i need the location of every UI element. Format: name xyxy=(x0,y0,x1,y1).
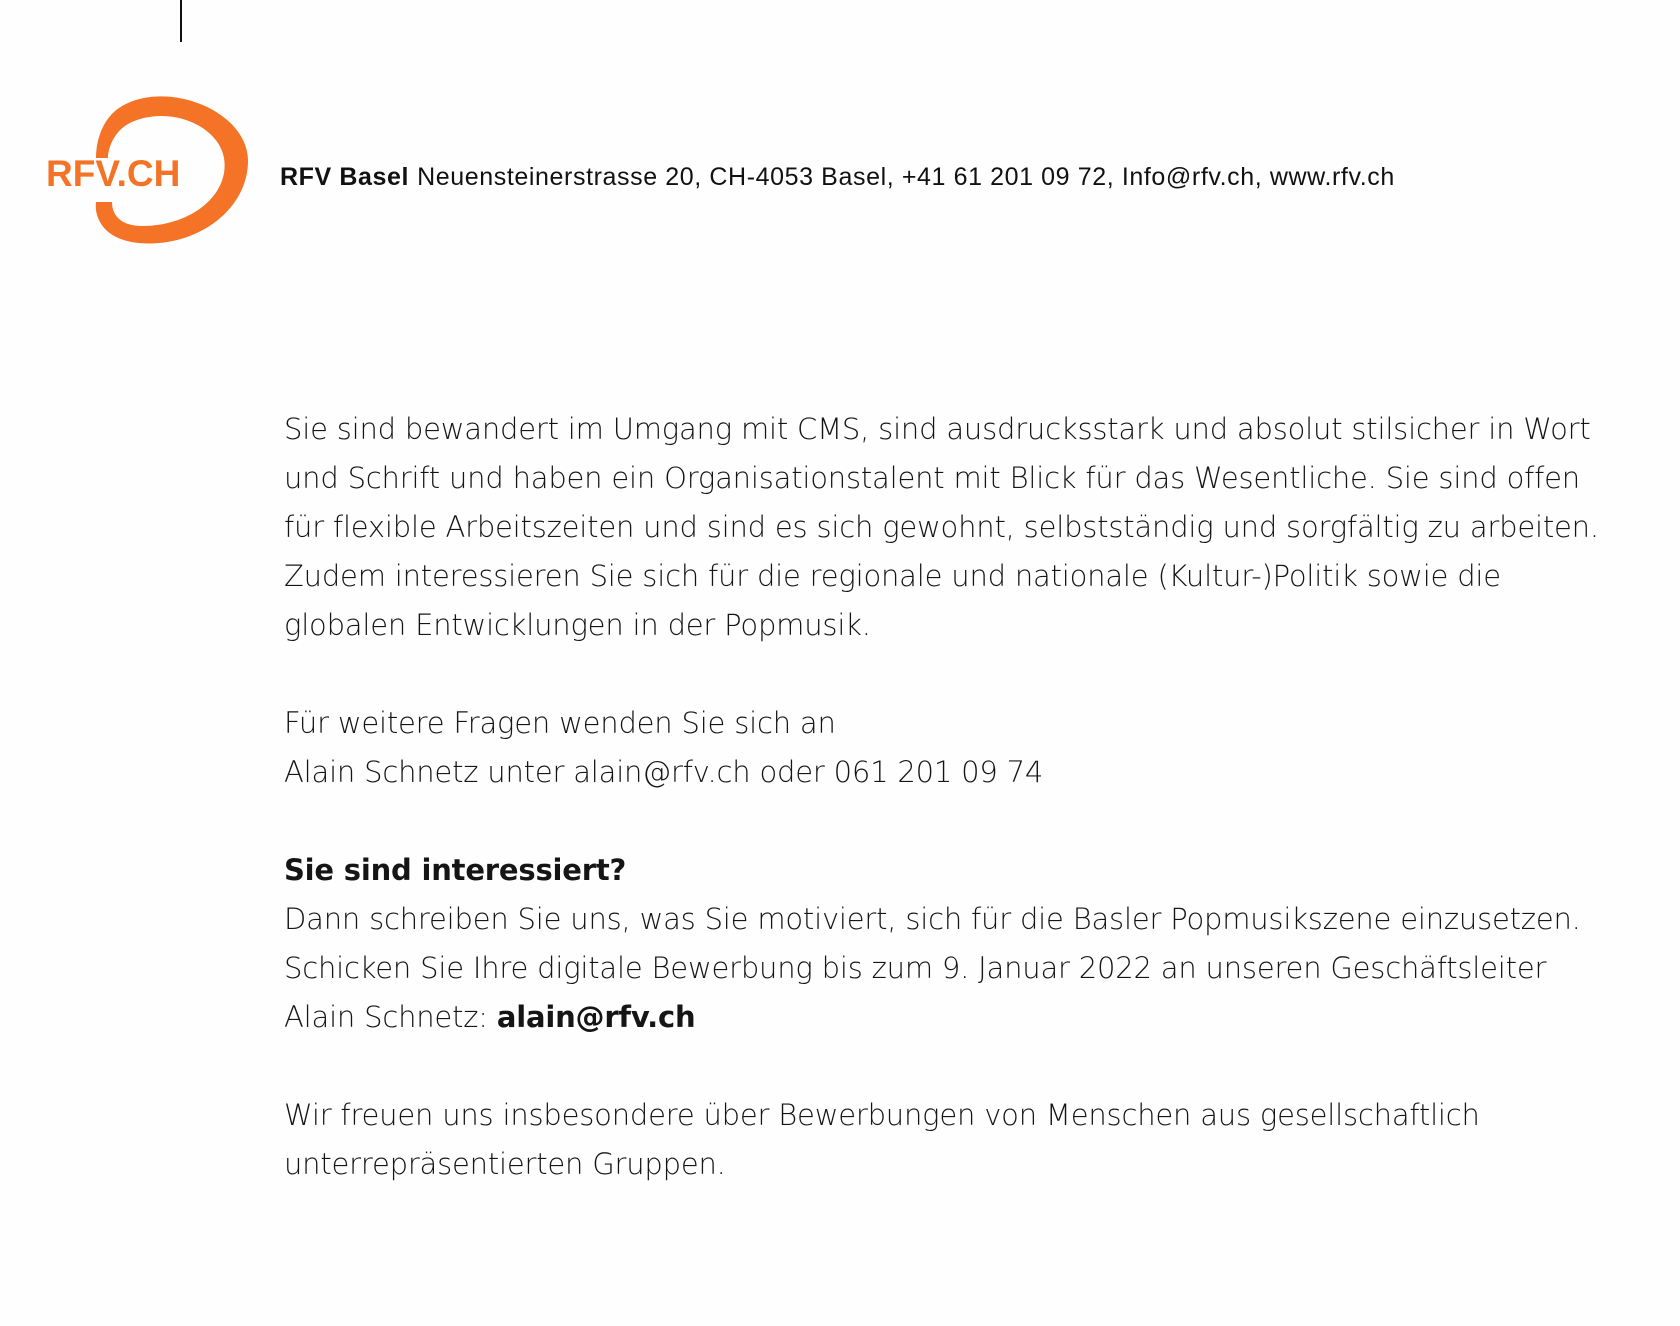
text-line: globalen Entwicklungen in der Popmusik. xyxy=(284,608,871,642)
text-line: für flexible Arbeitszeiten und sind es sich gewohnt, selbstständig und sorgfältig zu arbeiten. xyxy=(284,510,1599,544)
logo-wordmark: RFV.CH xyxy=(46,153,181,194)
letterhead-address: Neuensteinerstrasse 20, CH-4053 Basel, +41 61 201 09 72, Info@rfv.ch, www.rfv.ch xyxy=(417,163,1395,191)
application-paragraph xyxy=(284,846,1581,1042)
requirements-paragraph xyxy=(284,405,1599,650)
text-line: und Schrift und haben ein Organisationstalent mit Blick für das Wesentliche. Sie sind offen xyxy=(284,461,1580,495)
text-line: Alain Schnetz unter alain@rfv.ch oder 061 201 09 74 xyxy=(284,755,1044,789)
application-email: alain@rfv.ch xyxy=(496,1000,696,1034)
closing-paragraph xyxy=(284,1091,1534,1189)
rfv-logo xyxy=(44,90,264,260)
document-body xyxy=(284,405,1599,1238)
letterhead xyxy=(280,163,1395,192)
text-line xyxy=(284,993,1534,1042)
text-line: Wir freuen uns insbesondere über Bewerbungen von Menschen aus gesellschaftlich xyxy=(284,1098,1480,1132)
text-line: Schicken Sie Ihre digitale Bewerbung bis zum 9. Januar 2022 an unseren Geschäftsleiter xyxy=(284,951,1547,985)
text-fragment: Alain Schnetz: xyxy=(284,1000,497,1034)
text-line: unterrepräsentierten Gruppen. xyxy=(284,1147,726,1181)
text-line: Für weitere Fragen wenden Sie sich an xyxy=(284,706,836,740)
text-line: Sie sind bewandert im Umgang mit CMS, sind ausdrucksstark und absolut stilsicher in Wort xyxy=(284,412,1591,446)
contact-paragraph xyxy=(284,699,1534,797)
text-line: Dann schreiben Sie uns, was Sie motiviert, sich für die Basler Popmusikszene einzusetzen. xyxy=(284,902,1581,936)
section-heading: Sie sind interessiert? xyxy=(284,853,627,887)
crop-mark xyxy=(180,0,182,42)
text-line: Zudem interessieren Sie sich für die regionale und nationale (Kultur-)Politik sowie die xyxy=(284,559,1501,593)
letterhead-org: RFV Basel xyxy=(280,163,410,191)
